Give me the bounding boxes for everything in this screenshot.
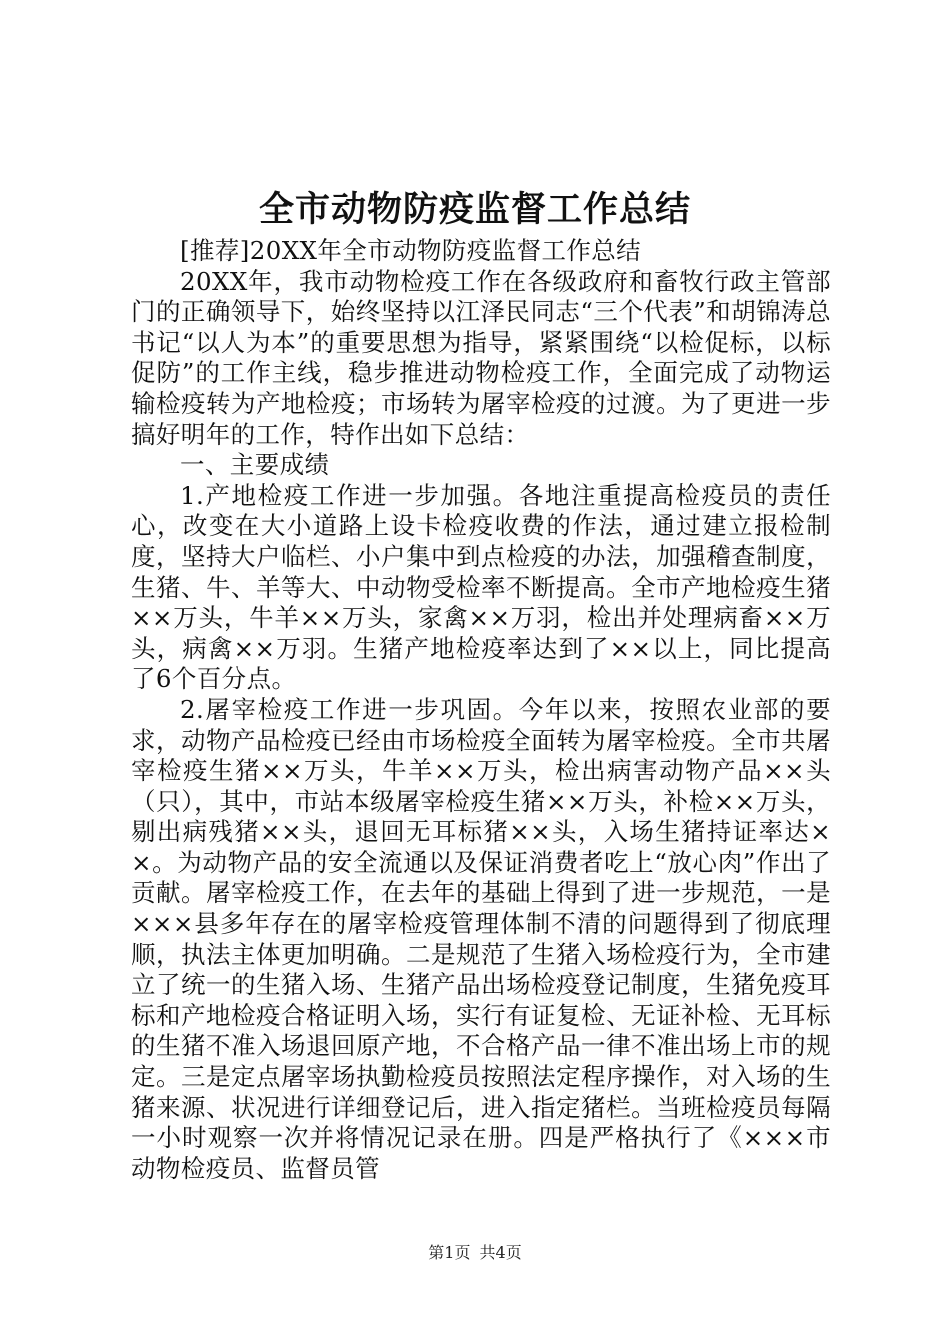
paragraph-origin-inspection: 1.产地检疫工作进一步加强。各地注重提高检疫员的责任心，改变在大小道路上设卡检疫收费的作法，通过建立报检制度，坚持大户临栏、小户集中到点检疫的办法，加强稽查制度，生猪、牛、羊等大、中动物受检率不断提高。全市产地检疫生猪××万头，牛羊××万头，家禽××万羽，检出并处理病畜××万头，病禽××万羽。生猪产地检疫率达到了××以上，同比提高了6个百分点。 [131, 480, 831, 694]
paragraph-recommend-heading: [推荐]20XX年全市动物防疫监督工作总结 [180, 236, 642, 265]
section-heading-main-achievements: 一、主要成绩 [180, 450, 330, 480]
page-total: 共4页 [479, 1243, 522, 1262]
paragraph-slaughter-inspection: 2.屠宰检疫工作进一步巩固。今年以来，按照农业部的要求，动物产品检疫已经由市场检疫全面转为屠宰检疫。全市共屠宰检疫生猪××万头，牛羊××万头，检出病害动物产品××头（只），其中，市站本级屠宰检疫生猪××万头，补检××万头，剔出病残猪××头，退回无耳标猪××头，入场生猪持证率达××。为动物产品的安全流通以及保证消费者吃上“放心肉”作出了贡献。屠宰检疫工作，在去年的基础上得到了进一步规范，一是×××县多年存在的屠宰检疫管理体制不清的问题得到了彻底理顺，执法主体更加明确。二是规范了生猪入场检疫行为，全市建立了统一的生猪入场、生猪产品出场检疫登记制度，生猪免疫耳标和产地检疫合格证明入场，实行有证复检、无证补检、无耳标的生猪不准入场退回原产地，不合格产品一律不准出场上市的规定。三是定点屠宰场执勤检疫员按照法定程序操作，对入场的生猪来源、状况进行详细登记后，进入指定猪栏。当班检疫员每隔一小时观察一次并将情况记录在册。四是严格执行了《×××市动物检疫员、监督员管 [131, 694, 831, 1183]
paragraph-intro: 20XX年，我市动物检疫工作在各级政府和畜牧行政主管部门的正确领导下，始终坚持以江泽民同志“三个代表”和胡锦涛总书记“以人为本”的重要思想为指导，紧紧围绕“以检促标，以标促防”的工作主线，稳步推进动物检疫工作，全面完成了动物运输检疫转为产地检疫；市场转为屠宰检疫的过渡。为了更进一步搞好明年的工作，特作出如下总结： [131, 266, 831, 449]
page-number: 第1页 [428, 1243, 471, 1262]
page-footer [0, 1242, 950, 1264]
document-title: 全市动物防疫监督工作总结 [258, 189, 691, 230]
document-body [131, 236, 831, 1184]
